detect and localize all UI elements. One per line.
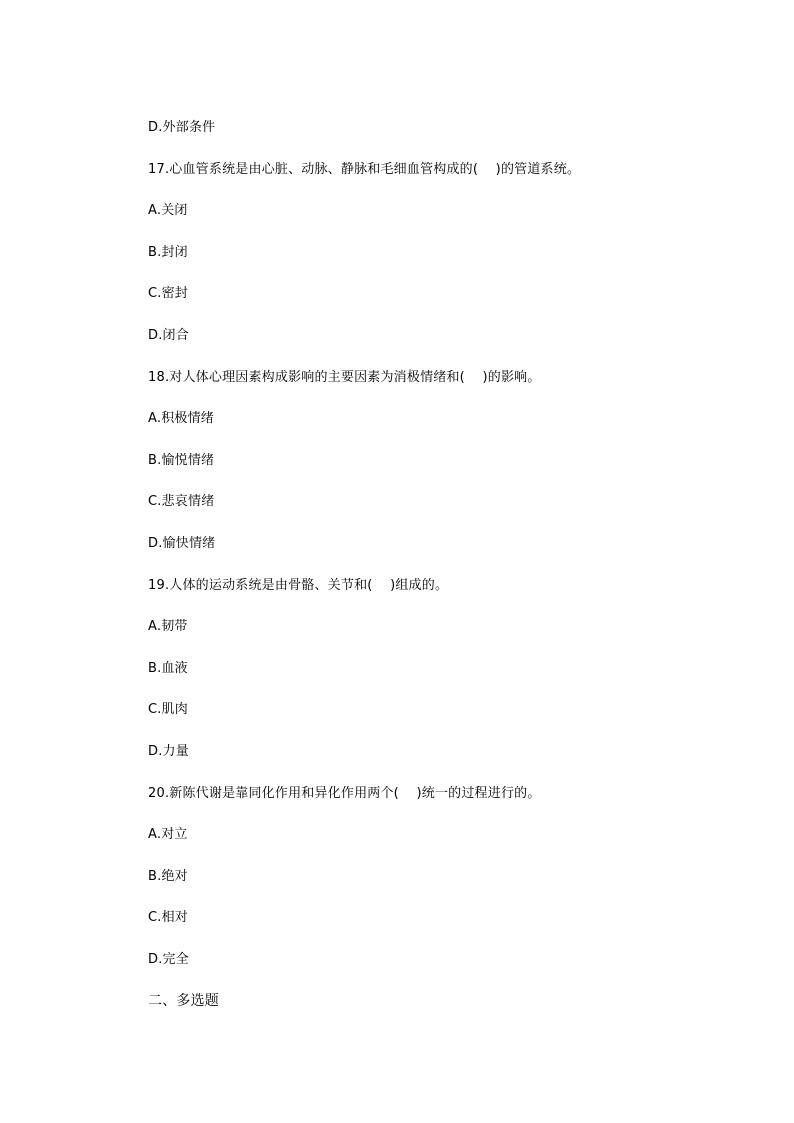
option-18-c: C.悲哀情绪	[148, 494, 215, 510]
option-17-c: C.密封	[148, 286, 189, 302]
option-20-c: C.相对	[148, 910, 189, 926]
option-20-d: D.完全	[148, 951, 189, 967]
option-18-d: D.愉快情绪	[148, 535, 216, 551]
option-17-b: B.封闭	[148, 244, 188, 260]
question-17: 17.心血管系统是由心脏、动脉、静脉和毛细血管构成的( )的管道系统。	[148, 161, 581, 177]
option-20-a: A.对立	[148, 827, 188, 843]
option-20-b: B.绝对	[148, 868, 188, 884]
option-16-d: D.外部条件	[148, 120, 216, 135]
option-17-d: D.闭合	[148, 327, 189, 343]
section-heading-multiple-choice: 二、多选题	[148, 993, 219, 1010]
question-18: 18.对人体心理因素构成影响的主要因素为消极情绪和( )的影响。	[148, 369, 541, 385]
option-17-a: A.关闭	[148, 203, 188, 219]
option-18-a: A.积极情绪	[148, 411, 214, 427]
option-19-b: B.血液	[148, 660, 188, 676]
question-19: 19.人体的运动系统是由骨骼、关节和( )组成的。	[148, 577, 449, 593]
option-19-c: C.肌肉	[148, 702, 189, 718]
question-20: 20.新陈代谢是靠同化作用和异化作用两个( )统一的过程进行的。	[148, 785, 541, 801]
option-19-a: A.韧带	[148, 619, 188, 635]
option-19-d: D.力量	[148, 743, 189, 759]
option-18-b: B.愉悦情绪	[148, 452, 215, 468]
document-page	[148, 118, 708, 1033]
